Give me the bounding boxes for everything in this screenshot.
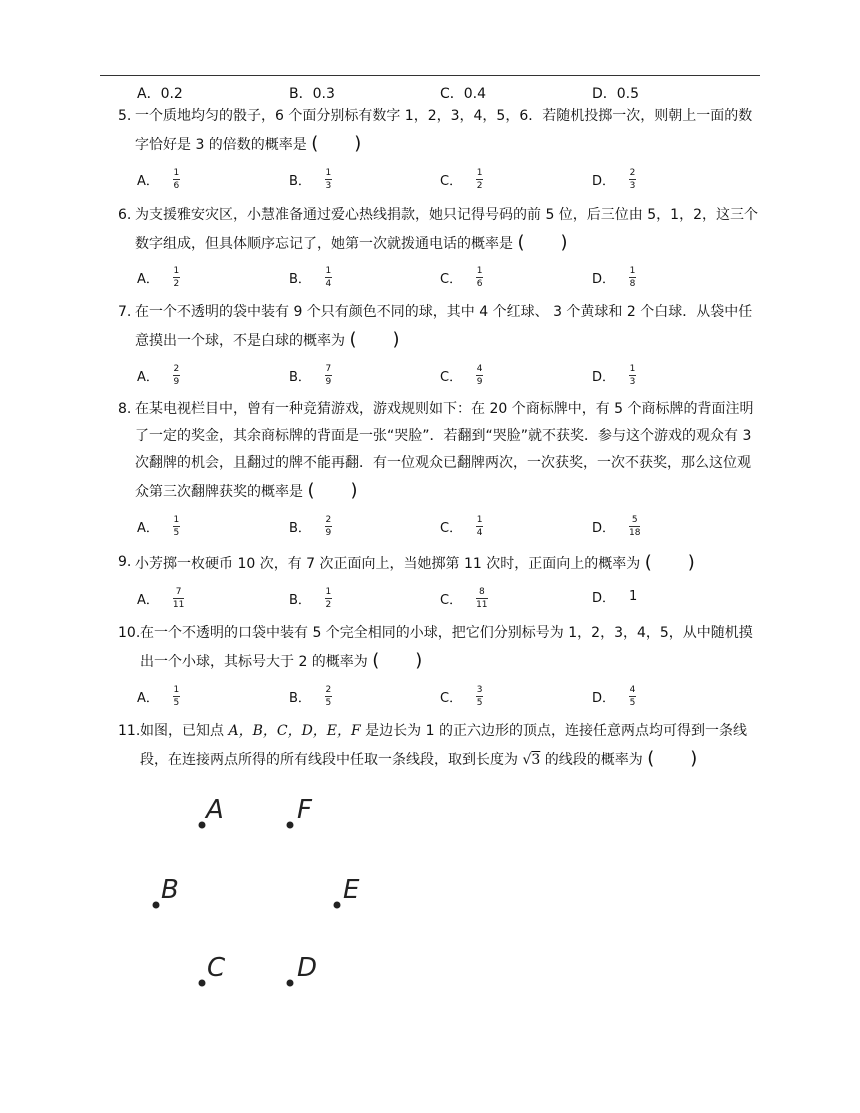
point-b: [153, 875, 179, 909]
denominator: 9: [476, 377, 483, 387]
denominator: 6: [173, 181, 180, 191]
q7-option-b[interactable]: [289, 364, 332, 387]
sqrt-3: √3: [522, 752, 541, 768]
fraction: [325, 266, 332, 289]
question-9: [118, 549, 763, 578]
question-number: 9.: [118, 554, 132, 570]
fraction: [173, 364, 180, 387]
numerator: 1: [629, 266, 636, 276]
point-list: A，B，C，D，E，F: [228, 723, 361, 739]
fraction-bar: [629, 375, 636, 376]
fraction-bar: [173, 179, 180, 180]
q10-option-a[interactable]: [137, 685, 180, 708]
numerator: 1: [325, 587, 332, 597]
q8-options: [137, 515, 757, 539]
q10-option-d[interactable]: [592, 685, 636, 708]
fraction-bar: [173, 526, 180, 527]
option-label: C．: [440, 174, 463, 189]
svg-text:B: B: [161, 875, 179, 905]
question-number: 6.: [118, 207, 132, 223]
numerator: 4: [476, 364, 483, 374]
fraction: [629, 364, 636, 387]
q6-option-d[interactable]: [592, 266, 636, 289]
q4-option-c[interactable]: C．0.4: [440, 86, 487, 102]
point-c: [199, 953, 227, 987]
option-label: A．: [137, 691, 159, 706]
numerator: 1: [173, 266, 180, 276]
fraction-bar: [476, 598, 487, 599]
header-rule: [100, 75, 760, 76]
fraction: [173, 685, 180, 708]
option-label: C．: [440, 370, 463, 385]
q4-options: [137, 84, 757, 104]
option-label: D．: [592, 521, 616, 536]
option-label: B．: [289, 521, 311, 536]
denominator: 4: [476, 528, 483, 538]
fraction: [476, 685, 483, 708]
option-label: A．: [137, 521, 159, 536]
question-text: 为支援雅安灾区，小慧准备通过爱心热线捐款，她只记得号码的前 5 位，后三位由 5，1，2，这三个数字组成，但具体顺序忘记了，她第一次就拨通电话的概率是 ( ): [135, 207, 758, 253]
fraction: [325, 364, 332, 387]
svg-text:A: A: [206, 795, 224, 825]
question-number: 7.: [118, 304, 132, 320]
q8-option-b[interactable]: [289, 515, 332, 538]
fraction-bar: [173, 598, 184, 599]
q9-option-b[interactable]: [289, 587, 332, 610]
denominator: 9: [325, 377, 332, 387]
option-label: B．: [289, 691, 311, 706]
q9-option-c[interactable]: [440, 587, 488, 610]
denominator: 9: [173, 377, 180, 387]
fraction-bar: [325, 526, 332, 527]
denominator: 5: [629, 698, 636, 708]
q6-option-a[interactable]: [137, 266, 180, 289]
fraction-bar: [476, 277, 483, 278]
option-label: A．: [137, 272, 159, 287]
option-label: B．: [289, 370, 311, 385]
option-label: D．: [592, 370, 616, 385]
numerator: 3: [476, 685, 483, 695]
numerator: 8: [478, 587, 485, 597]
question-5: [118, 103, 763, 159]
option-label: C．: [440, 272, 463, 287]
fraction: [325, 515, 332, 538]
fraction: [325, 168, 332, 191]
numerator: 1: [173, 168, 180, 178]
question-11: [118, 718, 763, 774]
svg-text:C: C: [207, 953, 226, 983]
numerator: 7: [325, 364, 332, 374]
svg-text:E: E: [343, 875, 360, 905]
denominator: 11: [172, 600, 185, 610]
point-e: [334, 875, 361, 909]
option-label: B．: [289, 593, 311, 608]
denominator: 3: [629, 377, 636, 387]
option-label: A．: [137, 174, 159, 189]
point-a: [199, 795, 224, 829]
q6-options: [137, 266, 757, 290]
denominator: 5: [173, 528, 180, 538]
q10-option-c[interactable]: [440, 685, 483, 708]
question-text: 在一个不透明的袋中装有 9 个只有颜色不同的球，其中 4 个红球、 3 个黄球和 2 个白球．从袋中任意摸出一个球，不是白球的概率为 ( ): [135, 304, 753, 350]
q9-option-d[interactable]: [592, 587, 637, 606]
numerator: 1: [476, 266, 483, 276]
fraction-bar: [629, 277, 636, 278]
numerator: 2: [325, 685, 332, 695]
option-label: D．: [592, 272, 616, 287]
fraction: [476, 515, 483, 538]
option-label: C．: [440, 691, 463, 706]
q6-option-b[interactable]: [289, 266, 332, 289]
question-number: 5.: [118, 108, 132, 124]
fraction-bar: [629, 526, 640, 527]
denominator: 8: [629, 279, 636, 289]
fraction-bar: [476, 179, 483, 180]
option-label: A．: [137, 370, 159, 385]
numerator: 2: [325, 515, 332, 525]
q10-options: [137, 685, 757, 709]
numerator: 1: [325, 168, 332, 178]
fraction: [325, 685, 332, 708]
question-text: 如图，已知点 A，B，C，D，E，F 是边长为 1 的正六边形的顶点，连接任意两点均可得到一条线段，在连接两点所得的所有线段中任取一条线段，取到长度为 √3 的线段的概率为 ( ): [140, 723, 747, 769]
q9-options: [137, 587, 757, 611]
numerator: 1: [476, 168, 483, 178]
fraction-bar: [629, 696, 636, 697]
fraction-bar: [325, 375, 332, 376]
fraction: [629, 515, 640, 538]
denominator: 5: [476, 698, 483, 708]
fraction-bar: [173, 375, 180, 376]
question-8: [118, 396, 763, 506]
q10-option-b[interactable]: [289, 685, 332, 708]
fraction: [173, 266, 180, 289]
hexagon-figure: [130, 780, 390, 1010]
svg-text:F: F: [297, 795, 312, 825]
question-7: [118, 299, 763, 355]
fraction-bar: [325, 179, 332, 180]
denominator: 6: [476, 279, 483, 289]
fraction: [629, 685, 636, 708]
option-label: D．: [592, 591, 616, 606]
denominator: 2: [173, 279, 180, 289]
fraction: [476, 364, 483, 387]
fraction: [173, 587, 184, 610]
option-label: B．: [289, 174, 311, 189]
question-number: 11.: [118, 723, 141, 739]
fraction-bar: [325, 696, 332, 697]
numerator: 1: [476, 515, 483, 525]
numerator: 1: [173, 685, 180, 695]
question-text: 在一个不透明的口袋中装有 5 个完全相同的小球，把它们分别标号为 1，2，3，4，5，从中随机摸出一个小球，其标号大于 2 的概率为 ( ): [140, 625, 753, 671]
denominator: 9: [325, 528, 332, 538]
point-f: [287, 795, 314, 829]
numerator: 1: [325, 266, 332, 276]
fraction-bar: [325, 277, 332, 278]
numerator: 1: [629, 364, 636, 374]
option-value: 1: [629, 589, 638, 604]
q5-options: [137, 168, 757, 192]
question-6: [118, 202, 763, 258]
fraction: [476, 168, 483, 191]
option-label: A．: [137, 593, 159, 608]
q8-option-c[interactable]: [440, 515, 483, 538]
fraction-bar: [476, 696, 483, 697]
numerator: 4: [629, 685, 636, 695]
question-number: 10.: [118, 625, 141, 641]
fraction: [629, 266, 636, 289]
q8-option-d[interactable]: [592, 515, 640, 538]
denominator: 3: [325, 181, 332, 191]
fraction: [173, 515, 180, 538]
denominator: 4: [325, 279, 332, 289]
question-text: 小芳掷一枚硬币 10 次，有 7 次正面向上，当她掷第 11 次时，正面向上的概率为 ( ): [135, 552, 695, 573]
q5-option-d[interactable]: [592, 168, 636, 191]
q9-option-a[interactable]: [137, 587, 184, 610]
question-10: [118, 620, 763, 676]
svg-text:D: D: [297, 953, 318, 983]
denominator: 2: [476, 181, 483, 191]
numerator: 2: [629, 168, 636, 178]
fraction-bar: [476, 375, 483, 376]
numerator: 5: [631, 515, 638, 525]
fraction-bar: [173, 696, 180, 697]
option-label: D．: [592, 691, 616, 706]
option-label: D．: [592, 174, 616, 189]
fraction-bar: [173, 277, 180, 278]
q5-option-a[interactable]: [137, 168, 180, 191]
q5-option-c[interactable]: [440, 168, 483, 191]
question-number: 8.: [118, 401, 132, 417]
denominator: 5: [325, 698, 332, 708]
q4-option-b[interactable]: B．0.3: [289, 86, 335, 102]
q7-options: [137, 364, 757, 388]
question-text: 一个质地均匀的骰子，6 个面分别标有数字 1，2，3，4，5，6．若随机投掷一次，则朝上一面的数字恰好是 3 的倍数的概率是 ( ): [135, 108, 753, 154]
q5-option-b[interactable]: [289, 168, 332, 191]
fraction-bar: [629, 179, 636, 180]
q4-option-d[interactable]: D．0.5: [592, 86, 640, 102]
fraction: [629, 168, 636, 191]
point-d: [287, 953, 318, 987]
q7-option-d[interactable]: [592, 364, 636, 387]
denominator: 3: [629, 181, 636, 191]
denominator: 5: [173, 698, 180, 708]
q4-option-a[interactable]: A．0.2: [137, 86, 183, 102]
question-text: 在某电视栏目中，曾有一种竞猜游戏，游戏规则如下：在 20 个商标牌中，有 5 个商标牌的背面注明了一定的奖金，其余商标牌的背面是一张“哭脸”．若翻到“哭脸”就不获奖．参与这个游戏的观众有 3 次翻牌的机会，且翻过的牌不能再翻．有一位观众已翻牌两次，一次获奖，一次不获奖，那么这位观众第三次翻牌获奖的概率是 ( ): [135, 401, 754, 501]
fraction: [173, 168, 180, 191]
fraction: [325, 587, 332, 610]
numerator: 2: [173, 364, 180, 374]
numerator: 1: [173, 515, 180, 525]
option-label: C．: [440, 521, 463, 536]
denominator: 18: [629, 528, 641, 538]
denominator: 11: [476, 600, 488, 610]
fraction: [476, 587, 487, 610]
option-label: C．: [440, 593, 463, 608]
q6-option-c[interactable]: [440, 266, 483, 289]
fraction-bar: [325, 598, 332, 599]
denominator: 2: [325, 600, 332, 610]
fraction-bar: [476, 526, 483, 527]
fraction: [476, 266, 483, 289]
q7-option-c[interactable]: [440, 364, 483, 387]
q8-option-a[interactable]: [137, 515, 180, 538]
q7-option-a[interactable]: [137, 364, 180, 387]
option-label: B．: [289, 272, 311, 287]
numerator: 7: [175, 587, 182, 597]
